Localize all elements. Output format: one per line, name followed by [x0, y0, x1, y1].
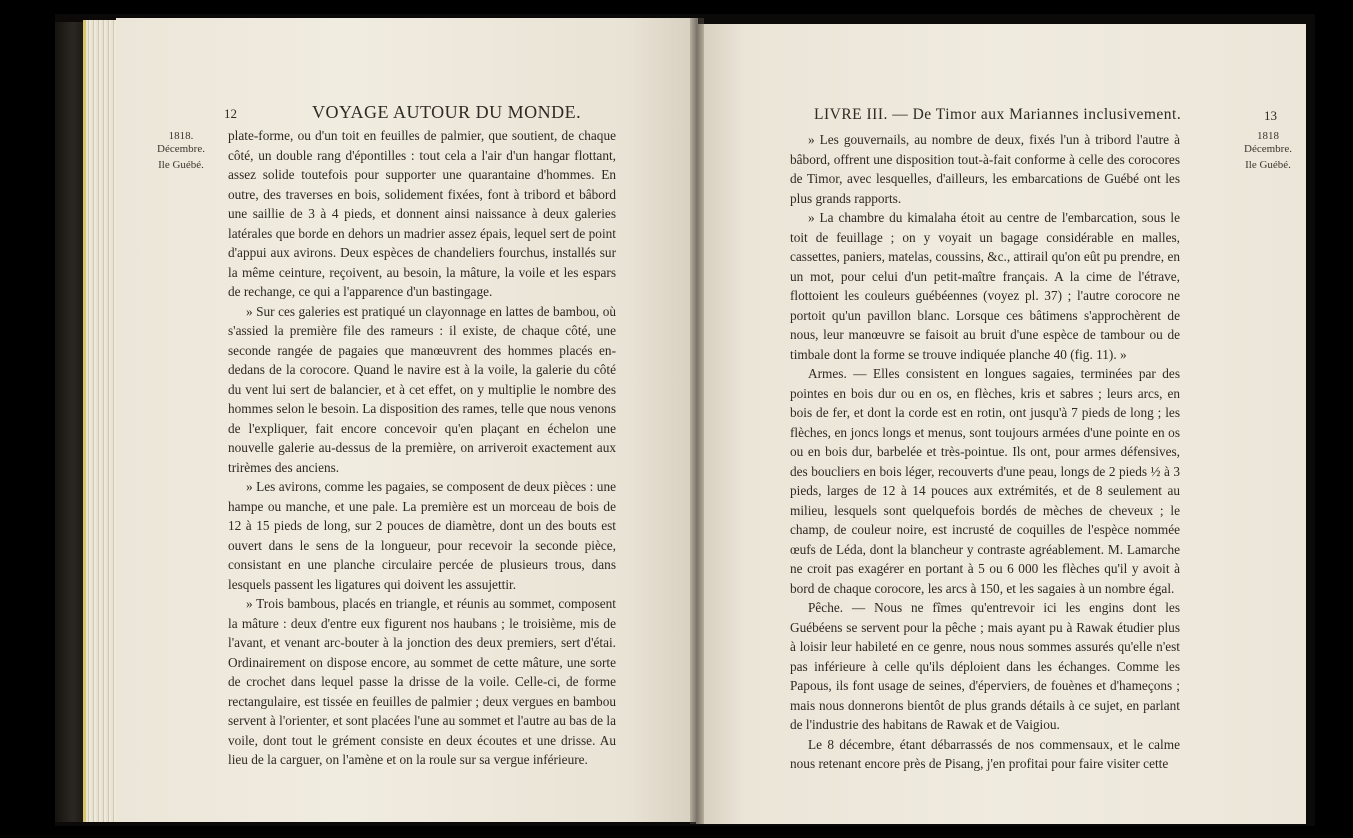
right-running-head: LIVRE III. — De Timor aux Mariannes inclusivement. [814, 106, 1182, 123]
book-cover-edge [55, 22, 85, 822]
left-margin-note [146, 130, 216, 172]
paragraph: plate-forme, ou d'un toit en feuilles de palmier, que soutient, de chaque côté, un double rang d'épontilles : tout cela a l'air d'un hangar flottant, assez solide toutefois pour supporter une quarantaine d'hommes. En outre, des traverses en bois, solidement fixées, font à tribord et bâbord une saillie de 3 à 4 pieds, et donnent ainsi naissance à deux galeries latérales que borde en dehors un madrier assez épais, lequel sert de point d'appui aux avirons. Deux espèces de chandeliers fourchus, installés sur la même ceinture, reçoivent, au besoin, la mâture, la voile et les espars de rechange, ce qui a l'apparence d'un bastingage. [228, 128, 616, 299]
margin-month: Décembre. [157, 143, 205, 155]
right-margin-note [1232, 130, 1304, 172]
paragraph-peche: Pêche. — Nous ne fîmes qu'entrevoir ici les engins dont les Guébéens se servent pour la pêche ; mais ayant pu à Rawak étudier plus à loisir leur habileté en ce genre, nous nous sommes assurés qu'elle n'est pas inférieure à celle qu'ils déploient dans les échanges. Comme les Papous, ils font usage de seines, d'éperviers, de fouènes et d'hameçons ; mais nous donnerons bientôt de plus grands détails à ce sujet, en parlant de l'industrie des habitans de Rawak et de Vaigiou. [790, 600, 1180, 732]
paragraph-armes: Armes. — Elles consistent en longues sagaies, terminées par des pointes en bois dur ou en os, en flèches, kris et sabres ; leurs arcs, en bois de fer, et dont la corde est en rotin, ont jusqu'à 7 pieds de long ; les flèches, en joncs longs et menus, sont toujours armées d'une pointe en os ou en bois dur, barbelée et très-pointue. Ils ont, pour armes défensives, des boucliers en bois léger, recouverts d'une peau, longs de 2 pieds ½ à 3 pieds, larges de 12 à 14 pouces aux extrémités, et de 8 seulement au milieu, lesquels sont quelquefois bordés de mèches de cheveux ; le champ, de couleur noire, est incrusté de coquilles de l'espèce nommée œufs de Léda, dont la blancheur y contraste agréablement. M. Lamarche ne croit pas exagérer en portant à 5 ou 6 000 les flèches qu'il y avoit à bord de chaque corocore, les arcs à 150, et les sagaies à un nombre égal. [790, 366, 1180, 596]
left-page [116, 18, 698, 822]
paragraph: » Trois bambous, placés en triangle, et réunis au sommet, composent la mâture : deux d'entre eux figurent nos haubans ; le troisième, mis de l'avant, et venant arc-bouter à la jonction des deux premiers, sert d'étai. Ordinairement on dispose encore, au sommet de cette mâture, une sorte de crochet dans lequel passe la drisse de la voile. Celle-ci, de forme rectangulaire, est tissée en feuilles de palmier ; deux vergues en bambou servent à l'orienter, et sont placées l'une au sommet et l'autre au bas de la voile, dont tout le grément consiste en deux écoutes et une drisse. Au lieu de la carguer, on l'amène et on la roule sur sa vergue inférieure. [228, 596, 616, 767]
margin-year: 1818 [1257, 130, 1279, 142]
left-running-head: VOYAGE AUTOUR DU MONDE. [312, 102, 582, 122]
margin-place: Ile Guébé. [158, 159, 204, 171]
left-page-number: 12 [224, 106, 237, 121]
paragraph: » Sur ces galeries est pratiqué un clayonnage en lattes de bambou, où s'assied la première file des rameurs : il existe, de chaque côté, une seconde rangée de pagaies que manœuvrent des hommes placés en-dedans de la corocore. Quand le navire est à la voile, la galerie du côté du vent lui sert de balancier, et à cet effet, on y multiplie le nombre des hommes selon le besoin. La disposition des rames, telle que nous venons de l'expliquer, fait encore concevoir qu'en plaçant en échelon une nouvelle galerie au-dessus de la première, on arriveroit exactement aux trirèmes des anciens. [228, 303, 616, 475]
right-page [696, 24, 1306, 824]
right-page-number: 13 [1264, 108, 1277, 123]
paragraph: » La chambre du kimalaha étoit au centre de l'embarcation, sous le toit de feuillage ; on y voyait un bagage considérable en malles, cassettes, paniers, matelas, coussins, &c., attirail qu'on eût pu prendre, en un mot, pour celui d'un petit-maître français. A la cime de l'étrave, flottoient les couleurs guébéennes (voyez pl. 37) ; l'autre corocore ne portoit qu'un pavillon blanc. Lorsque ces bâtimens s'approchèrent de nous, leur manœuvre se faisoit au bruit d'une espèce de tambour ou de timbale dont la forme se trouve indiquée planche 40 (fig. 11). » [790, 210, 1180, 362]
paragraph: » Les gouvernails, au nombre de deux, fixés l'un à tribord l'autre à bâbord, offrent une disposition tout-à-fait conforme à celle des corocores de Timor, avec lesquelles, d'ailleurs, les embarcations de Guébé ont les plus grands rapports. [790, 132, 1180, 206]
margin-month: Décembre. [1244, 143, 1292, 155]
margin-place: Ile Guébé. [1245, 159, 1291, 171]
book-gutter [690, 18, 704, 824]
paragraph: » Les avirons, comme les pagaies, se composent de deux pièces : une hampe ou manche, et une pale. La première est un morceau de bois de 12 à 15 pieds de long, sur 2 pouces de diamètre, dont un des bouts est ouvert dans le sens de la longueur, pour recevoir la seconde pièce, consistant en une planche circulaire percée de plusieurs trous, dans lesquels passent les ligatures qui doivent les assujettir. [228, 479, 616, 592]
left-body-text [228, 126, 616, 770]
paragraph: Le 8 décembre, étant débarrassés de nos commensaux, et le calme nous retenant encore près de Pisang, j'en profitai pour faire visiter cette [790, 736, 1180, 771]
right-body-text [790, 130, 1180, 774]
margin-year: 1818. [168, 130, 194, 142]
